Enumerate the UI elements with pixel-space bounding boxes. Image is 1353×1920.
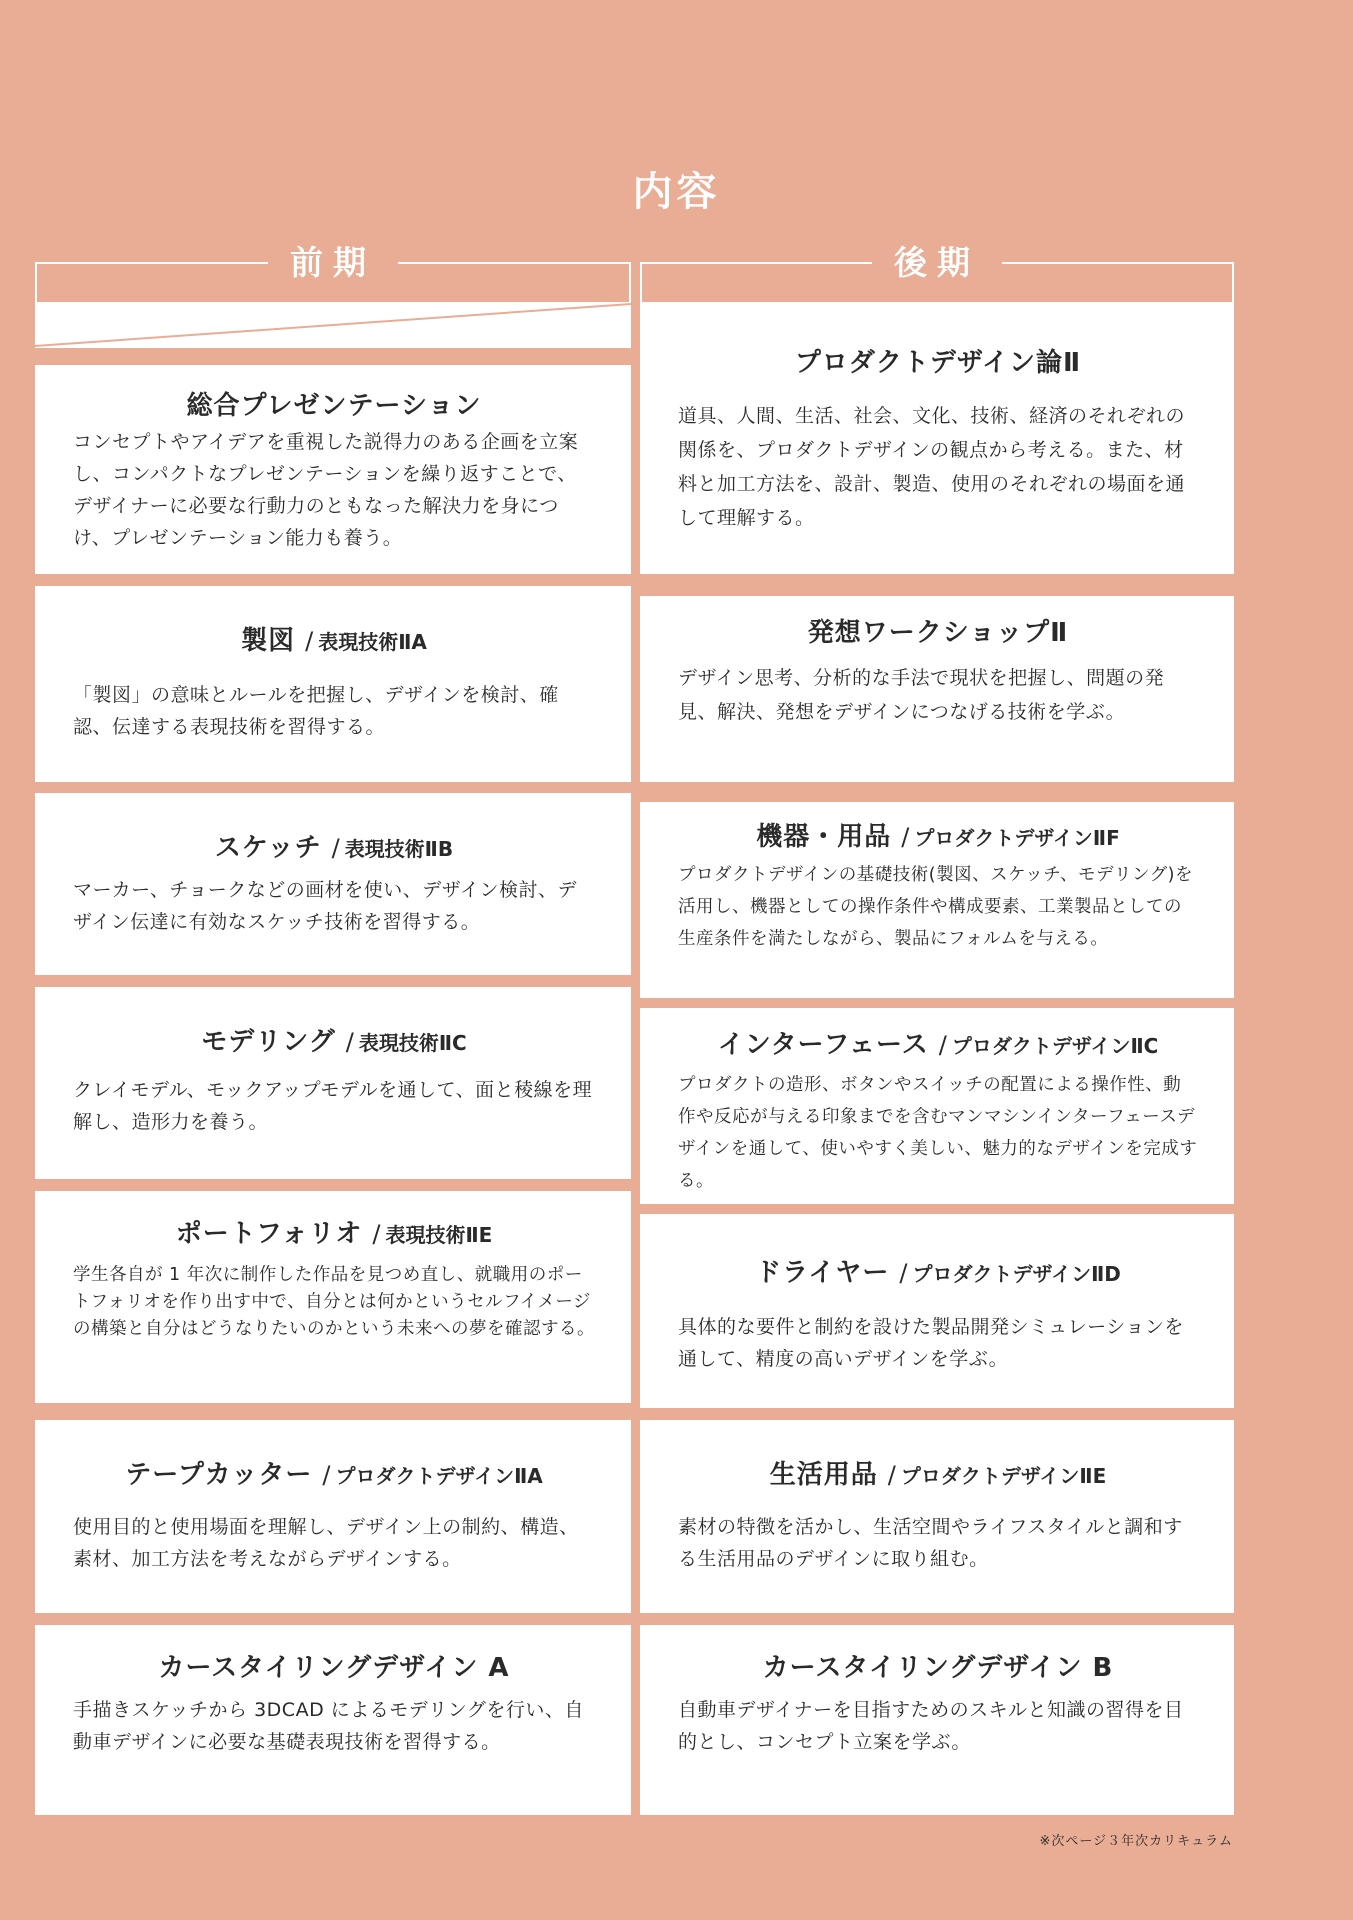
course-title xyxy=(678,1454,1198,1491)
course-name: ポートフォリオ xyxy=(175,1219,363,1249)
course-description: プロダクトの造形、ボタンやスイッチの配置による操作性、動作や反応が与える印象までを含むマンマシンインターフェースデザインを通して、使いやすく美しい、魅力的なデザインを完成する。 xyxy=(678,1075,1198,1191)
course-title xyxy=(678,342,1198,379)
course-card xyxy=(35,586,631,782)
course-description: 「製図」の意味とルールを把握し、デザインを検討、確認、伝達する表現技術を習得する。 xyxy=(73,684,559,738)
second-half-label: 後期 xyxy=(872,238,1002,288)
course-code: 表現技術ⅡA xyxy=(318,630,427,654)
course-title xyxy=(73,1454,595,1491)
course-code: プロダクトデザインⅡC xyxy=(951,1034,1159,1058)
title-separator: / xyxy=(322,1461,332,1489)
course-code: プロダクトデザインⅡD xyxy=(912,1262,1121,1286)
title-separator: / xyxy=(938,1031,948,1059)
course-description: マーカー、チョークなどの画材を使い、デザイン検討、デザイン伝達に有効なスケッチ技術を習得する。 xyxy=(73,879,577,933)
course-description: 素材の特徴を活かし、生活空間やライフスタイルと調和する生活用品のデザインに取り組む。 xyxy=(678,1516,1183,1570)
first-half-header xyxy=(35,243,631,304)
course-title xyxy=(73,1213,595,1250)
title-separator: / xyxy=(887,1461,897,1489)
course-name: モデリング xyxy=(201,1027,336,1057)
course-title xyxy=(678,816,1198,853)
course-description: プロダクトデザインの基礎技術(製図、スケッチ、モデリング)を活用し、機器としての操作条件や構成要素、工業製品としての生産条件を満たしながら、製品にフォルムを与える。 xyxy=(678,865,1193,949)
course-description: 具体的な要件と制約を設けた製品開発シミュレーションを通して、精度の高いデザインを学ぶ。 xyxy=(678,1316,1184,1370)
course-description: 使用目的と使用場面を理解し、デザイン上の制約、構造、素材、加工方法を考えながらデザインする。 xyxy=(73,1516,579,1570)
course-title xyxy=(73,827,595,864)
course-name: プロダクトデザイン論Ⅱ xyxy=(794,348,1082,378)
course-name: 総合プレゼンテーション xyxy=(186,391,482,421)
title-separator: / xyxy=(331,834,341,862)
course-description: コンセプトやアイデアを重視した説得力のある企画を立案し、コンパクトなプレゼンテーションを繰り返すことで、デザイナーに必要な行動力のともなった解決力を身につけ、プレゼンテーション能力も養う。 xyxy=(73,431,579,549)
course-code: プロダクトデザインⅡE xyxy=(900,1464,1107,1488)
course-description: 手描きスケッチから 3DCAD によるモデリングを行い、自動車デザインに必要な基礎表現技術を習得する。 xyxy=(73,1699,584,1753)
course-title xyxy=(678,612,1198,649)
course-card xyxy=(640,802,1234,998)
course-title xyxy=(73,620,595,657)
course-description: 学生各自が 1 年次に制作した作品を見つめ直し、就職用のポートフォリオを作り出す中で、自分とは何かというセルフイメージの構築と自分はどうなりたいのかという未来への夢を確認する。 xyxy=(73,1265,595,1339)
course-name: 生活用品 xyxy=(769,1460,878,1490)
diagonal-divider xyxy=(35,302,631,348)
course-code: プロダクトデザインⅡA xyxy=(335,1464,543,1488)
first-half-label: 前期 xyxy=(268,238,398,288)
course-title xyxy=(73,385,595,422)
course-card xyxy=(640,1214,1234,1408)
course-card xyxy=(35,793,631,975)
course-name: カースタイリングデザイン B xyxy=(762,1653,1114,1683)
course-title xyxy=(73,1647,595,1684)
page-title: 内容 xyxy=(632,169,721,215)
course-code: 表現技術ⅡC xyxy=(358,1031,467,1055)
course-name: 発想ワークショップⅡ xyxy=(807,618,1069,648)
course-name: 機器・用品 xyxy=(756,822,892,852)
course-name: スケッチ xyxy=(214,833,322,863)
course-card xyxy=(35,365,631,574)
title-separator: / xyxy=(305,627,315,655)
course-card xyxy=(640,1625,1234,1815)
course-name: テープカッター xyxy=(125,1460,313,1490)
course-card xyxy=(640,1420,1234,1613)
course-card xyxy=(640,596,1234,782)
course-card xyxy=(640,1008,1234,1204)
course-title xyxy=(678,1647,1198,1684)
course-description: クレイモデル、モックアップモデルを通して、面と稜線を理解し、造形力を養う。 xyxy=(73,1079,593,1133)
course-description: 道具、人間、生活、社会、文化、技術、経済のそれぞれの関係を、プロダクトデザインの観点から考える。また、材料と加工方法を、設計、製造、使用のそれぞれの場面を通して理解する。 xyxy=(678,405,1186,529)
course-title xyxy=(73,1021,595,1058)
course-description: デザイン思考、分析的な手法で現状を把握し、問題の発見、解決、発想をデザインにつなげる技術を学ぶ。 xyxy=(678,667,1165,723)
course-card xyxy=(640,302,1234,574)
course-code: 表現技術ⅡE xyxy=(385,1223,493,1247)
title-separator: / xyxy=(345,1028,355,1056)
course-card xyxy=(35,987,631,1179)
course-card xyxy=(35,1191,631,1403)
footnote: ※次ページ３年次カリキュラム xyxy=(1039,1834,1233,1849)
second-half-header xyxy=(640,243,1234,304)
course-name: 製図 xyxy=(241,626,296,656)
course-name: ドライヤー xyxy=(755,1258,890,1288)
title-separator: / xyxy=(372,1220,382,1248)
title-separator: / xyxy=(899,1259,909,1287)
course-card xyxy=(35,1625,631,1815)
course-name: カースタイリングデザイン A xyxy=(158,1653,510,1683)
course-code: 表現技術ⅡB xyxy=(344,837,454,861)
course-card xyxy=(35,1420,631,1613)
course-code: プロダクトデザインⅡF xyxy=(914,826,1120,850)
course-title xyxy=(678,1024,1198,1061)
title-separator: / xyxy=(901,823,911,851)
course-name: インターフェース xyxy=(717,1030,929,1060)
course-description: 自動車デザイナーを目指すためのスキルと知識の習得を目的とし、コンセプト立案を学ぶ。 xyxy=(678,1699,1184,1753)
course-title xyxy=(678,1252,1198,1289)
